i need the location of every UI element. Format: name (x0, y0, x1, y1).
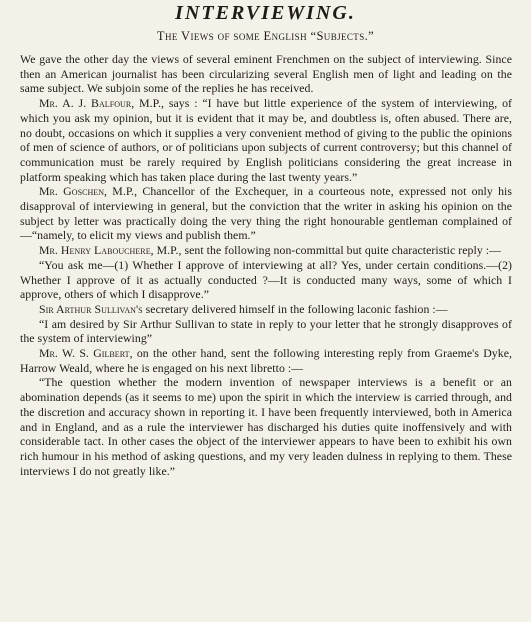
gilbert-text: on the other hand, sent the following interesting reply from Graeme's Dyke, Harrow Weald, where he is engaged on his next libretto :— (20, 346, 512, 375)
sullivan-quote: “I am desired by Sir Arthur Sullivan to state in reply to your letter that he strongly disapproves of the system of interviewing” (20, 316, 512, 346)
labouchere-paragraph (20, 243, 512, 258)
sullivan-paragraph (20, 302, 512, 317)
labouchere-text: sent the following non-committal but quite characteristic reply :— (181, 243, 501, 258)
intro-paragraph: We gave the other day the views of several eminent Frenchmen on the subject of interviewing. Since then an American journalist has been circularizing several English men of light and leading on the same subject. We subjoin some of the replies he has received. (20, 52, 512, 96)
article-body (20, 52, 512, 478)
labouchere-name: Mr. Henry Labouchere, M.P., (39, 243, 182, 258)
goschen-paragraph (20, 184, 512, 243)
gilbert-quote: “The question whether the modern invention of newspaper interviews is a benefit or an abomination depends (as it seems to me) upon the spirit in which the interview is carried through, and the discretion and accuracy shown in reporting it. I have been frequently interviewed, both in America and in England, and as a rule the interviewer has discharged his duties quite inoffensively and with considerable tact. In other cases the object of the interviewer appears to have been to exhibit his own rich humour in his method of asking questions, and my very leaden dulness in replying to them. These interviews I do not greatly like.” (20, 375, 512, 478)
article-title: INTERVIEWING. (175, 2, 356, 24)
balfour-name: Mr. A. J. Balfour, M.P., (39, 96, 164, 111)
labouchere-quote: “You ask me—(1) Whether I approve of interviewing at all? Yes, under certain conditions.—(2) Whether I approve of it as actually conducted ?—It is conducted many ways, some of which I approve, others of which I disapprove.” (20, 257, 512, 302)
gilbert-paragraph (20, 346, 512, 375)
balfour-paragraph (20, 96, 512, 184)
article-subtitle: The Views of some English “Subjects.” (156, 29, 375, 43)
balfour-text: says : “I have but little experience of the system of interviewing, of which you ask my opinion, but it is evident that it may be, and doubtless is, often abused. There are, no doubt, occasions on which it supplies a very convenient method of giving to the public the opinions of men of science of authors, or of politicians upon subjects of current controversy; but this channel of communication must be rarely required by English politicians considering the great increase in platform speaking which has taken place during the last twenty years.” (20, 96, 513, 184)
sullivan-text: secretary delivered himself in the following laconic fashion :— (142, 301, 448, 316)
sullivan-name: Sir Arthur Sullivan's (39, 301, 143, 316)
goschen-name: Mr. Goschen, M.P., (39, 184, 138, 199)
gilbert-name: Mr. W. S. Gilbert, (39, 346, 133, 361)
goschen-text: Chancellor of the Exchequer, in a courteous note, expressed not only his disapproval of interviewing in general, but the conviction that the writer in asking his opinion on the subject by letter was practically doing the very thing the right honourable gentleman complained of—“namely, to elicit my views and publish them.” (20, 184, 513, 243)
